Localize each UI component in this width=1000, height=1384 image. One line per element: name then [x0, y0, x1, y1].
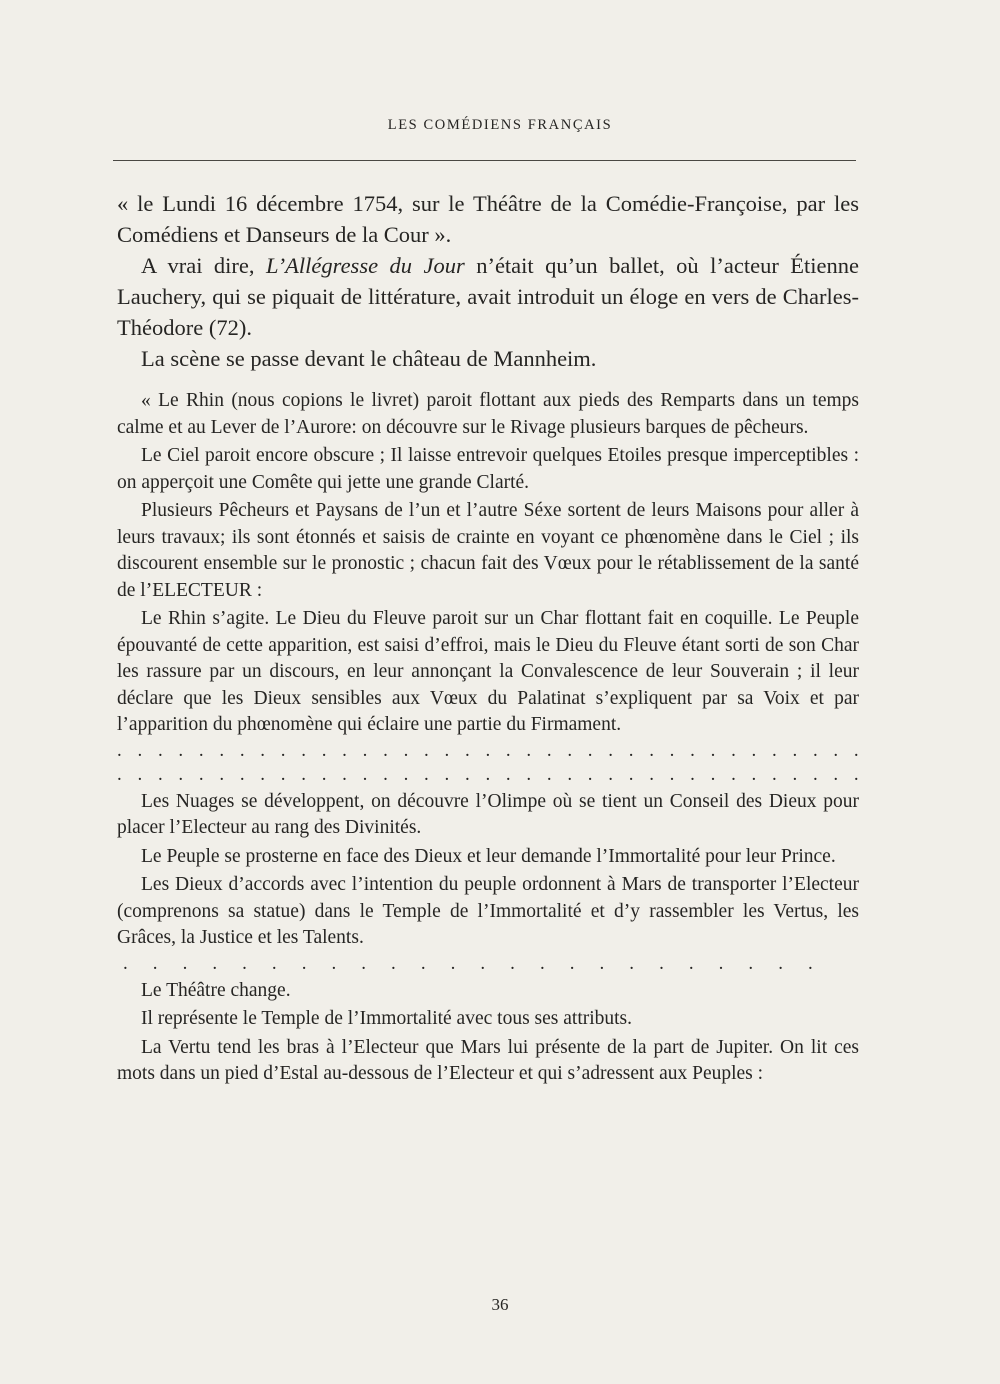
- ballet-title: L’Allégresse du Jour: [266, 253, 465, 278]
- intro-paragraph-2: [117, 250, 859, 343]
- body-text: [117, 188, 859, 1090]
- intro-block: [117, 188, 859, 374]
- intro-paragraph-2-start: A vrai dire,: [141, 253, 266, 278]
- ellipsis-row: . . . . . . . . . . . . . . . . . . . . . . . . . . . . . . . . . . . . .: [117, 739, 859, 761]
- quote-paragraph-6: Le Peuple se prosterne en face des Dieux et leur demande l’Immortalité pour leur Prince.: [141, 845, 836, 867]
- quote-paragraph-1: « Le Rhin (nous copions le livret) paroit flottant aux pieds des Remparts dans un temps calme et au Lever de l’Aurore: on découvre sur le Rivage plusieurs barques de pêcheurs.: [117, 390, 859, 438]
- quote-paragraph-8: Le Théâtre change.: [141, 979, 291, 1001]
- quote-paragraph-9: Il représente le Temple de l’Immortalité avec tous ses attributs.: [141, 1008, 633, 1029]
- quote-paragraph-2: Le Ciel paroit encore obscure ; Il laisse entrevoir quelques Etoiles presque imperceptibles : on apperçoit une Comête qui jette une grande Clarté.: [117, 445, 859, 493]
- intro-paragraph-2-rest: n’était qu’un ballet, où l’acteur Étienne Lauchery, qui se piquait de littérature, avait introduit un éloge en vers de Charles-Théodore (72).: [117, 253, 860, 340]
- intro-paragraph-1: « le Lundi 16 décembre 1754, sur le Théâtre de la Comédie-Françoise, par les Comédiens et Danseurs de la Cour ».: [117, 191, 859, 247]
- ellipsis-row: . . . . . . . . . . . . . . . . . . . . . . . .: [123, 952, 813, 974]
- intro-paragraph-3: La scène se passe devant le château de Mannheim.: [141, 346, 597, 371]
- quote-paragraph-4: Le Rhin s’agite. Le Dieu du Fleuve paroit sur un Char flottant fait en coquille. Le Peuple épouvanté de cette apparition, est saisi d’effroi, mais le Dieu du Fleuve étant sorti de son Char les rassure par un discours, en leur annonçant la Convalescence de leur Souverain ; il leur déclare que les Dieux sensibles aux Vœux du Palatinat s’expliquent par sa Voix et par l’apparition du phœnomène qui éclaire une partie du Firmament.: [117, 608, 859, 735]
- quote-paragraph-5: Les Nuages se développent, on découvre l’Olimpe où se tient un Conseil des Dieux pour placer l’Electeur au rang des Divinités.: [117, 790, 859, 838]
- libretto-quote: [117, 388, 859, 1088]
- quote-paragraph-10: La Vertu tend les bras à l’Electeur que Mars lui présente de la part de Jupiter. On lit ces mots dans un pied d’Estal au-dessous de l’Electeur et qui s’adressent aux Peuples :: [117, 1036, 859, 1084]
- quote-paragraph-3: Plusieurs Pêcheurs et Paysans de l’un et l’autre Séxe sortent de leurs Maisons pour aller à leurs travaux; ils sont étonnés et saisis de crainte en voyant ce phœnomène dans le Ciel ; ils discourent ensemble sur le pronostic ; chacun fait des Vœux pour le rétablissement de la santé de l’ELECTEUR :: [117, 500, 859, 601]
- ellipsis-row: . . . . . . . . . . . . . . . . . . . . . . . . . . . . . . . . . . . . .: [117, 763, 859, 785]
- running-title: LES COMÉDIENS FRANÇAIS: [387, 117, 613, 133]
- header-rule: [113, 160, 856, 161]
- quote-paragraph-7: Les Dieux d’accords avec l’intention du peuple ordonnent à Mars de transporter l’Electeur (comprenons sa statue) dans le Temple de l’Immortalité et d’y rassembler les Vertus, les Grâces, la Justice et les Talents.: [117, 874, 859, 948]
- page-number: 36: [491, 1295, 509, 1314]
